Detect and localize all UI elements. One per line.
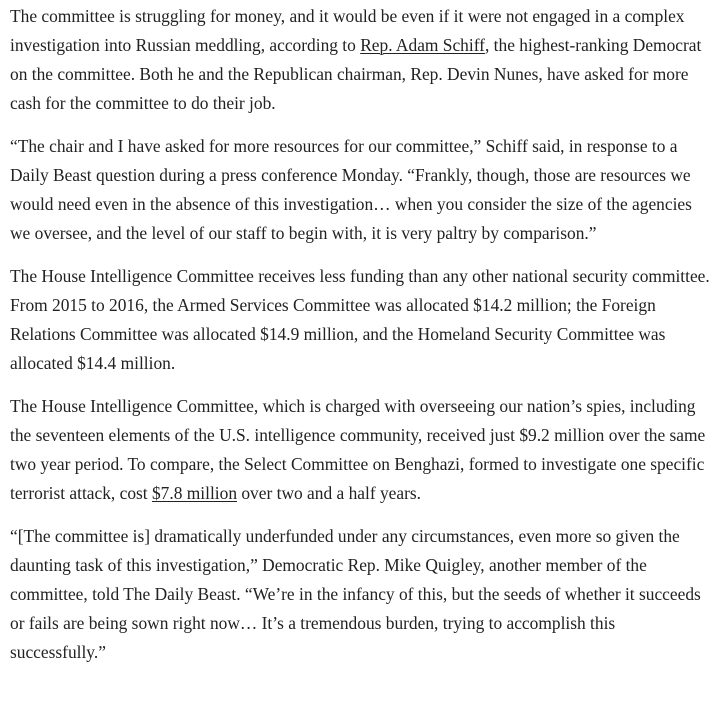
paragraph-text: over two and a half years. [237,483,421,503]
paragraph-quigley-quote: “[The committee is] dramatically underfunded under any circumstances, even more so given the daunting task of this investigation,” Democratic Rep. Mike Quigley, another member of the committee, told The Daily Beast. “We’re in the infancy of this, but the seeds of whether it succeeds or fails are being sown right now… It’s a tremendous burden, trying to accomplish this successfully.” [10,526,701,662]
paragraph-funding-struggle [10,2,711,118]
paragraph-text: , the highest-ranking Democrat on the committee. Both he and the Republican chairman, Rep. Devin Nunes, have asked for more cash for the committee to do their job. [10,35,702,113]
paragraph-committee-funding: The House Intelligence Committee receives less funding than any other national security committee. From 2015 to 2016, the Armed Services Committee was allocated $14.2 million; the Foreign Relations Committee was allocated $14.9 million, and the Homeland Security Committee was allocated $14.4 million. [10,266,710,373]
paragraph-text: The House Intelligence Committee, which is charged with overseeing our nation’s spies, including the seventeen elements of the U.S. intelligence community, received just $9.2 million over the same two year period. To compare, the Select Committee on Benghazi, formed to investigate one specific terrorist attack, cost [10,396,706,503]
paragraph-intelligence-budget [10,392,711,508]
link-rep-adam-schiff[interactable]: Rep. Adam Schiff [360,35,485,55]
paragraph-schiff-quote: “The chair and I have asked for more resources for our committee,” Schiff said, in response to a Daily Beast question during a press conference Monday. “Frankly, though, those are resources we would need even in the absence of this investigation… when you consider the size of the agencies we oversee, and the level of our staff to begin with, it is very paltry by comparison.” [10,136,692,243]
paragraph-text: The committee is struggling for money, and it would be even if it were not engaged in a complex investigation into Russian meddling, according to [10,6,685,55]
link-benghazi-cost[interactable]: $7.8 million [151,483,238,503]
